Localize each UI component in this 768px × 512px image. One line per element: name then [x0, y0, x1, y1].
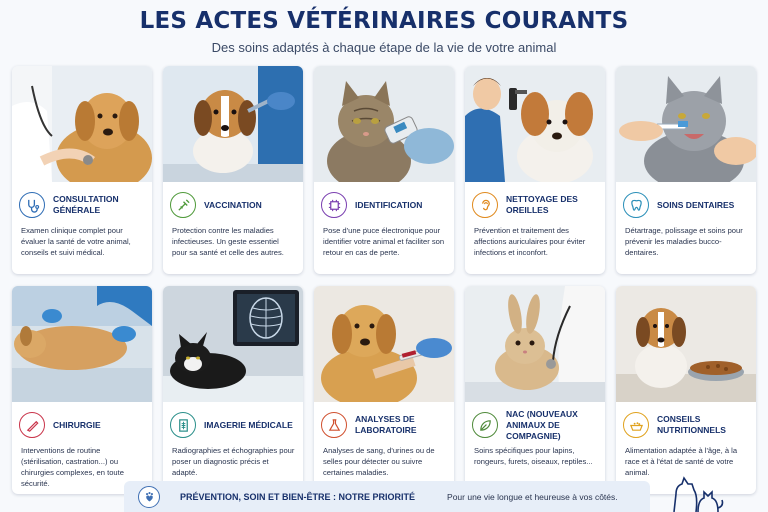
photo-tabby-cat — [314, 66, 454, 182]
card-title: CONSEILS NUTRITIONNELS — [657, 414, 726, 435]
photo-dog-ear-exam — [465, 66, 605, 182]
card-description: Pose d'une puce électronique pour identifier votre animal et faciliter son retour en cas de perte. — [323, 226, 445, 257]
card-vaccination — [163, 66, 303, 274]
card-exotic-pets — [465, 286, 605, 494]
paw-heart-icon — [138, 486, 160, 508]
card-nutrition — [616, 286, 756, 494]
card-description: Radiographies et échographies pour poser un diagnostic précis et adapté. — [172, 446, 295, 477]
card-title: IMAGERIE MÉDICALE — [204, 419, 293, 430]
card-surgery — [12, 286, 152, 494]
ear-icon — [472, 192, 498, 218]
card-description: Détartrage, polissage et soins pour prévenir les maladies bucco-dentaires. — [625, 226, 743, 257]
card-title: CONSULTATION GÉNÉRALE — [53, 194, 119, 215]
page-title: LES ACTES VÉTÉRINAIRES COURANTS — [139, 8, 629, 34]
card-identification — [314, 66, 454, 274]
card-description: Alimentation adaptée à l'âge, à la race et à l'état de santé de votre animal. — [625, 446, 738, 477]
photo-cat-dental — [616, 66, 756, 182]
card-consultation — [12, 66, 152, 274]
card-title: NAC (NOUVEAUX ANIMAUX DE COMPAGNIE) — [506, 408, 578, 441]
footer-tagline: Pour une vie longue et heureuse à vos côtés. — [447, 491, 618, 502]
xray-icon — [170, 412, 196, 438]
scalpel-icon — [19, 412, 45, 438]
photo-beagle-food — [616, 286, 756, 402]
card-lab-analysis — [314, 286, 454, 494]
card-description: Analyses de sang, d'urines ou de selles pour détecter ou suivre certaines maladies. — [323, 446, 435, 477]
stethoscope-icon — [19, 192, 45, 218]
footer-headline: PRÉVENTION, SOIN ET BIEN-ÊTRE : NOTRE PRIORITÉ — [180, 491, 416, 502]
card-description: Prévention et traitement des affections auriculaires pour éviter infections et inconfort. — [474, 226, 586, 257]
card-title: VACCINATION — [204, 199, 262, 210]
card-title: SOINS DENTAIRES — [657, 199, 735, 210]
photo-beagle-puppy — [163, 66, 303, 182]
card-title: ANALYSES DE LABORATOIRE — [355, 414, 417, 435]
photo-rabbit — [465, 286, 605, 402]
dog-cat-outline-icon — [664, 472, 724, 512]
card-title: NETTOYAGE DES OREILLES — [506, 194, 578, 215]
card-medical-imaging — [163, 286, 303, 494]
card-description: Examen clinique complet pour évaluer la santé de votre animal, conseils et suivi médical. — [21, 226, 131, 257]
flask-icon — [321, 412, 347, 438]
tooth-icon — [623, 192, 649, 218]
card-ear-cleaning — [465, 66, 605, 274]
card-description: Protection contre les maladies infectieuses. Un geste essentiel pour sa santé et celle des autres. — [172, 226, 284, 257]
card-description: Interventions de routine (stérilisation, castration...) ou chirurgies complexes, en toute sécurité. — [21, 446, 124, 488]
footer-banner — [124, 481, 650, 512]
photo-dog-surgery — [12, 286, 152, 402]
microchip-icon — [321, 192, 347, 218]
leaf-icon — [472, 412, 498, 438]
syringe-icon — [170, 192, 196, 218]
card-title: CHIRURGIE — [53, 419, 101, 430]
card-description: Soins spécifiques pour lapins, rongeurs, furets, oiseaux, reptiles... — [474, 446, 593, 466]
photo-cat-xray — [163, 286, 303, 402]
page-subtitle: Des soins adaptés à chaque étape de la vie de votre animal — [211, 40, 557, 55]
food-bowl-icon — [623, 412, 649, 438]
photo-dog-blood-test — [314, 286, 454, 402]
photo-golden-retriever — [12, 66, 152, 182]
services-grid — [12, 66, 756, 494]
card-title: IDENTIFICATION — [355, 199, 423, 210]
card-dental-care — [616, 66, 756, 274]
